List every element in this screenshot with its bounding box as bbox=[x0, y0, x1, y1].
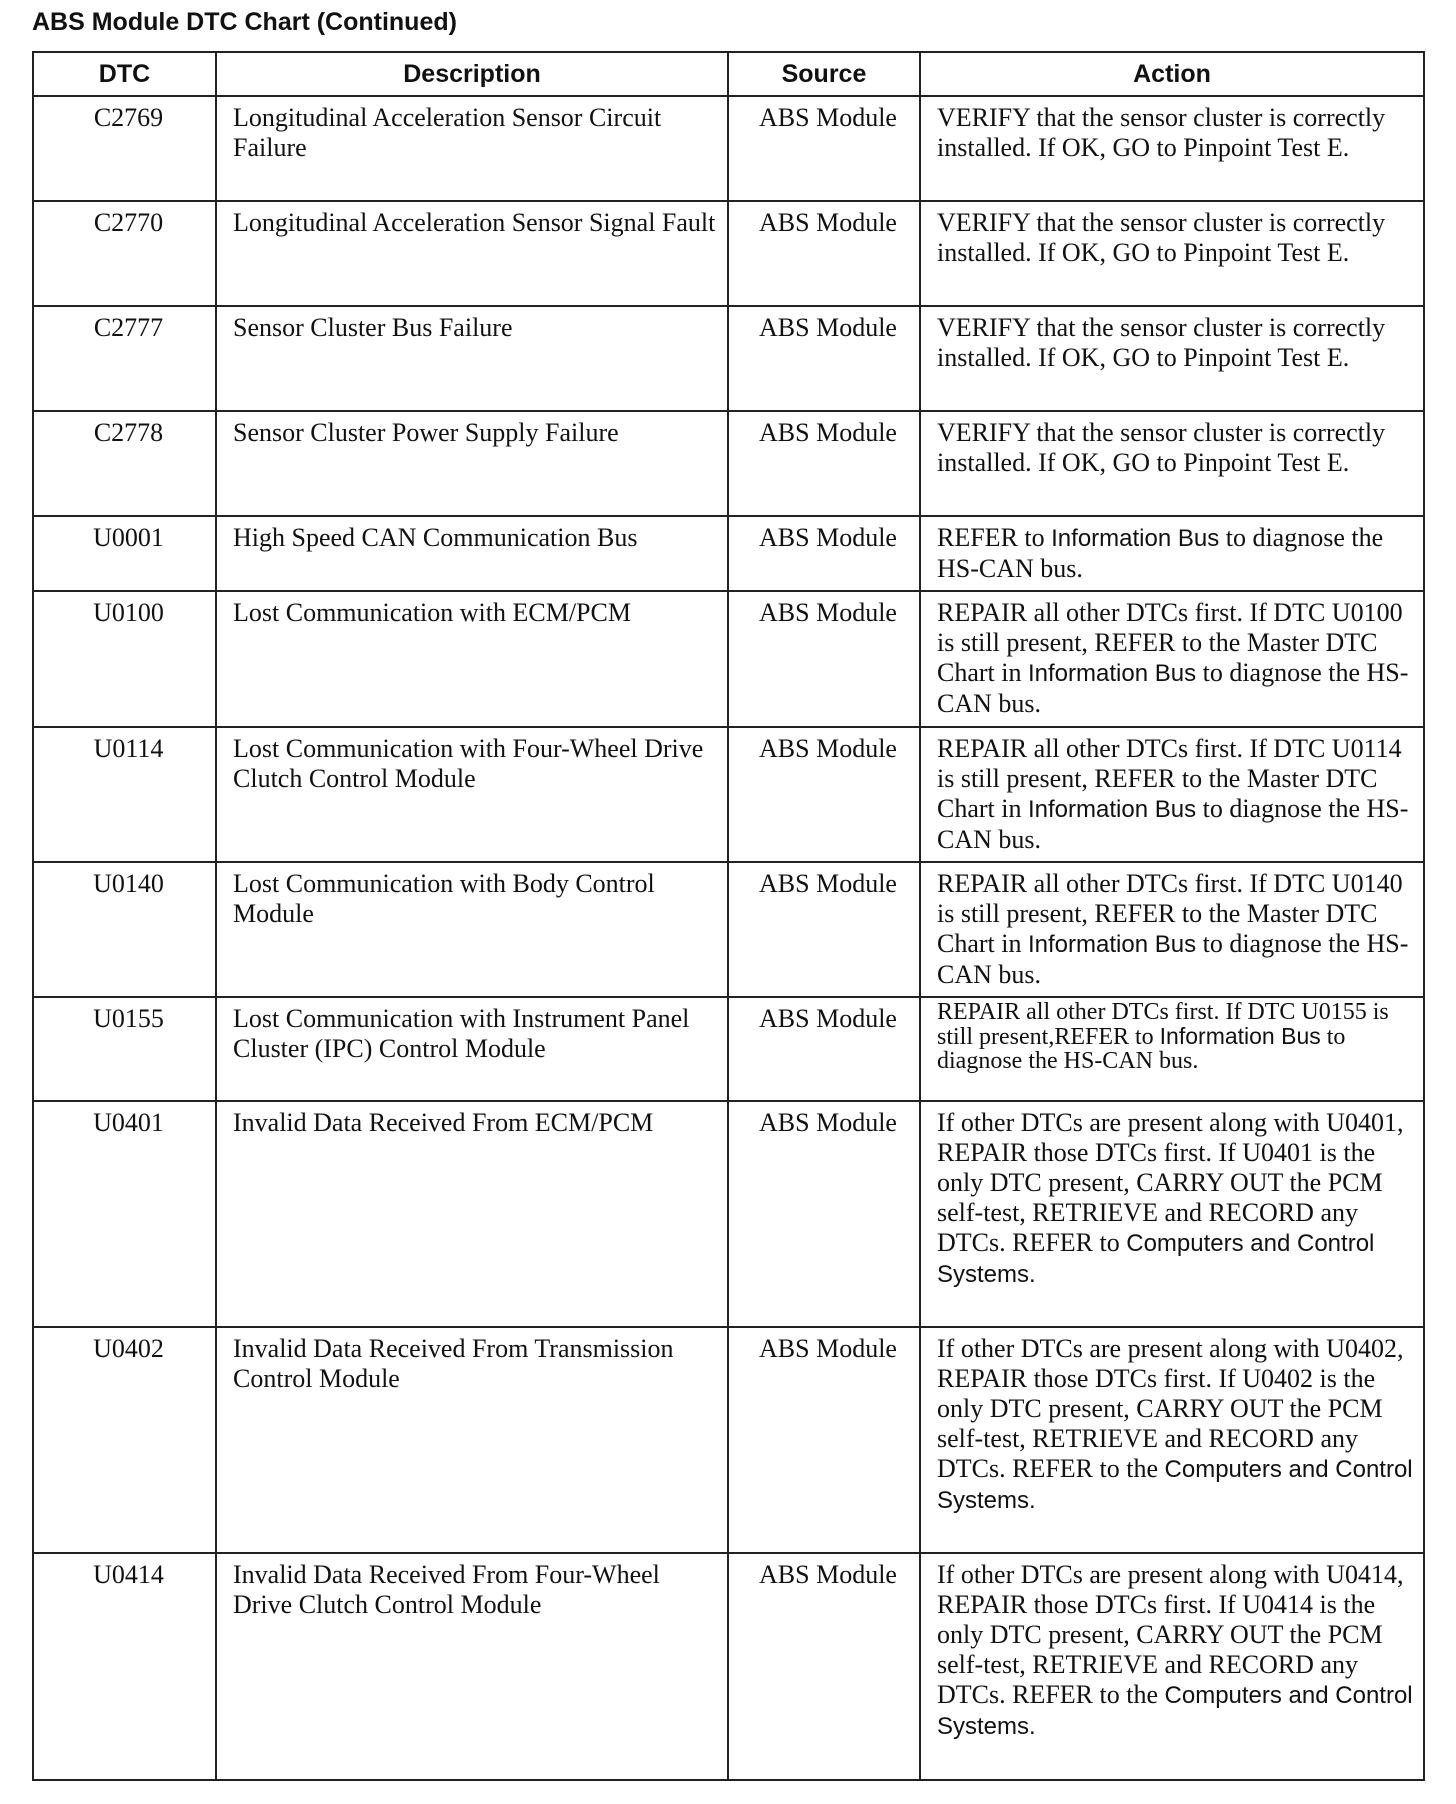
action-text: to diagnose the HS-CAN bus. bbox=[937, 523, 1384, 583]
reference-link[interactable]: Information Bus bbox=[1051, 525, 1220, 552]
action-text: REPAIR all other DTCs first. If DTC U0155 is still present,REFER to bbox=[937, 999, 1389, 1050]
table-row bbox=[33, 1327, 1424, 1553]
dtc-source: ABS Module bbox=[728, 96, 920, 201]
action-text: If other DTCs are present along with U0402, REPAIR those DTCs first. If U0402 is the only DTC present, CARRY OUT the PCM self-test, RETRIEVE and RECORD any DTCs. REFER to the bbox=[937, 1334, 1404, 1483]
dtc-source: ABS Module bbox=[728, 201, 920, 306]
table-row bbox=[33, 1101, 1424, 1327]
dtc-source: ABS Module bbox=[728, 727, 920, 862]
dtc-source: ABS Module bbox=[728, 411, 920, 516]
dtc-action bbox=[920, 591, 1424, 727]
table-row bbox=[33, 411, 1424, 516]
dtc-code: U0001 bbox=[33, 516, 216, 591]
reference-link[interactable]: Computers and Control Systems. bbox=[937, 1230, 1375, 1288]
action-text: to diagnose the HS-CAN bus. bbox=[937, 794, 1409, 854]
dtc-action bbox=[920, 96, 1424, 201]
header-description: Description bbox=[216, 52, 728, 96]
action-text: to diagnose the HS-CAN bus. bbox=[937, 1024, 1346, 1074]
action-text: If other DTCs are present along with U0401, REPAIR those DTCs first. If U0401 is the only DTC present, CARRY OUT the PCM self-test, RETRIEVE and RECORD any DTCs. REFER to bbox=[937, 1108, 1404, 1257]
table-row bbox=[33, 516, 1424, 591]
dtc-code: C2770 bbox=[33, 201, 216, 306]
dtc-code: U0402 bbox=[33, 1327, 216, 1553]
dtc-action bbox=[920, 201, 1424, 306]
table-row bbox=[33, 862, 1424, 997]
dtc-description: Invalid Data Received From Four-Wheel Drive Clutch Control Module bbox=[216, 1553, 728, 1780]
header-dtc: DTC bbox=[33, 52, 216, 96]
table-row bbox=[33, 201, 1424, 306]
dtc-source: ABS Module bbox=[728, 516, 920, 591]
dtc-code: C2777 bbox=[33, 306, 216, 411]
dtc-source: ABS Module bbox=[728, 306, 920, 411]
dtc-code: U0100 bbox=[33, 591, 216, 727]
dtc-description: Sensor Cluster Power Supply Failure bbox=[216, 411, 728, 516]
table-row bbox=[33, 591, 1424, 727]
dtc-table bbox=[32, 51, 1425, 1781]
dtc-source: ABS Module bbox=[728, 1553, 920, 1780]
action-text: VERIFY that the sensor cluster is correctly installed. If OK, GO to Pinpoint Test E. bbox=[937, 313, 1386, 372]
dtc-code: U0414 bbox=[33, 1553, 216, 1780]
dtc-source: ABS Module bbox=[728, 997, 920, 1101]
table-row bbox=[33, 306, 1424, 411]
header-action: Action bbox=[920, 52, 1424, 96]
dtc-description: Longitudinal Acceleration Sensor Circuit Failure bbox=[216, 96, 728, 201]
action-text: REFER to bbox=[937, 523, 1045, 552]
dtc-action bbox=[920, 997, 1424, 1101]
action-text: REPAIR all other DTCs first. If DTC U0100 is still present, REFER to the Master DTC Chart in bbox=[937, 598, 1403, 687]
header-row bbox=[33, 52, 1424, 96]
dtc-action bbox=[920, 862, 1424, 997]
dtc-description: Invalid Data Received From ECM/PCM bbox=[216, 1101, 728, 1327]
dtc-description: High Speed CAN Communication Bus bbox=[216, 516, 728, 591]
action-text: REPAIR all other DTCs first. If DTC U0140 is still present, REFER to the Master DTC Chart in bbox=[937, 869, 1403, 958]
reference-link[interactable]: Information Bus bbox=[1028, 796, 1197, 823]
dtc-code: U0155 bbox=[33, 997, 216, 1101]
action-text: VERIFY that the sensor cluster is correctly installed. If OK, GO to Pinpoint Test E. bbox=[937, 103, 1386, 162]
action-text: VERIFY that the sensor cluster is correctly installed. If OK, GO to Pinpoint Test E. bbox=[937, 418, 1386, 477]
dtc-code: C2778 bbox=[33, 411, 216, 516]
dtc-description: Lost Communication with Body Control Module bbox=[216, 862, 728, 997]
dtc-action bbox=[920, 1101, 1424, 1327]
dtc-code: C2769 bbox=[33, 96, 216, 201]
dtc-description: Lost Communication with Four-Wheel Drive Clutch Control Module bbox=[216, 727, 728, 862]
dtc-code: U0114 bbox=[33, 727, 216, 862]
dtc-action bbox=[920, 516, 1424, 591]
dtc-action bbox=[920, 1553, 1424, 1780]
reference-link[interactable]: Information Bus bbox=[1159, 1023, 1321, 1049]
action-text: to diagnose the HS-CAN bus. bbox=[937, 929, 1409, 989]
dtc-action bbox=[920, 1327, 1424, 1553]
dtc-source: ABS Module bbox=[728, 591, 920, 727]
dtc-action bbox=[920, 306, 1424, 411]
reference-link[interactable]: Information Bus bbox=[1028, 931, 1197, 958]
action-text: to diagnose the HS-CAN bus. bbox=[937, 658, 1409, 718]
table-row bbox=[33, 1553, 1424, 1780]
action-text: If other DTCs are present along with U0414, REPAIR those DTCs first. If U0414 is the only DTC present, CARRY OUT the PCM self-test, RETRIEVE and RECORD any DTCs. REFER to the bbox=[937, 1560, 1404, 1709]
action-text: VERIFY that the sensor cluster is correctly installed. If OK, GO to Pinpoint Test E. bbox=[937, 208, 1386, 267]
dtc-description: Invalid Data Received From Transmission Control Module bbox=[216, 1327, 728, 1553]
table-row bbox=[33, 997, 1424, 1101]
dtc-description: Lost Communication with Instrument Panel Cluster (IPC) Control Module bbox=[216, 997, 728, 1101]
dtc-description: Lost Communication with ECM/PCM bbox=[216, 591, 728, 727]
dtc-action bbox=[920, 411, 1424, 516]
dtc-source: ABS Module bbox=[728, 862, 920, 997]
action-text: REPAIR all other DTCs first. If DTC U0114 is still present, REFER to the Master DTC Chart in bbox=[937, 734, 1402, 823]
table-row bbox=[33, 96, 1424, 201]
dtc-description: Sensor Cluster Bus Failure bbox=[216, 306, 728, 411]
reference-link[interactable]: Information Bus bbox=[1028, 660, 1197, 687]
header-source: Source bbox=[728, 52, 920, 96]
table-row bbox=[33, 727, 1424, 862]
page-title: ABS Module DTC Chart (Continued) bbox=[32, 8, 457, 36]
dtc-code: U0140 bbox=[33, 862, 216, 997]
dtc-code: U0401 bbox=[33, 1101, 216, 1327]
reference-link[interactable]: Computers and Control Systems. bbox=[937, 1456, 1413, 1514]
reference-link[interactable]: Computers and Control Systems. bbox=[937, 1682, 1413, 1740]
dtc-source: ABS Module bbox=[728, 1101, 920, 1327]
dtc-description: Longitudinal Acceleration Sensor Signal Fault bbox=[216, 201, 728, 306]
dtc-action bbox=[920, 727, 1424, 862]
dtc-source: ABS Module bbox=[728, 1327, 920, 1553]
